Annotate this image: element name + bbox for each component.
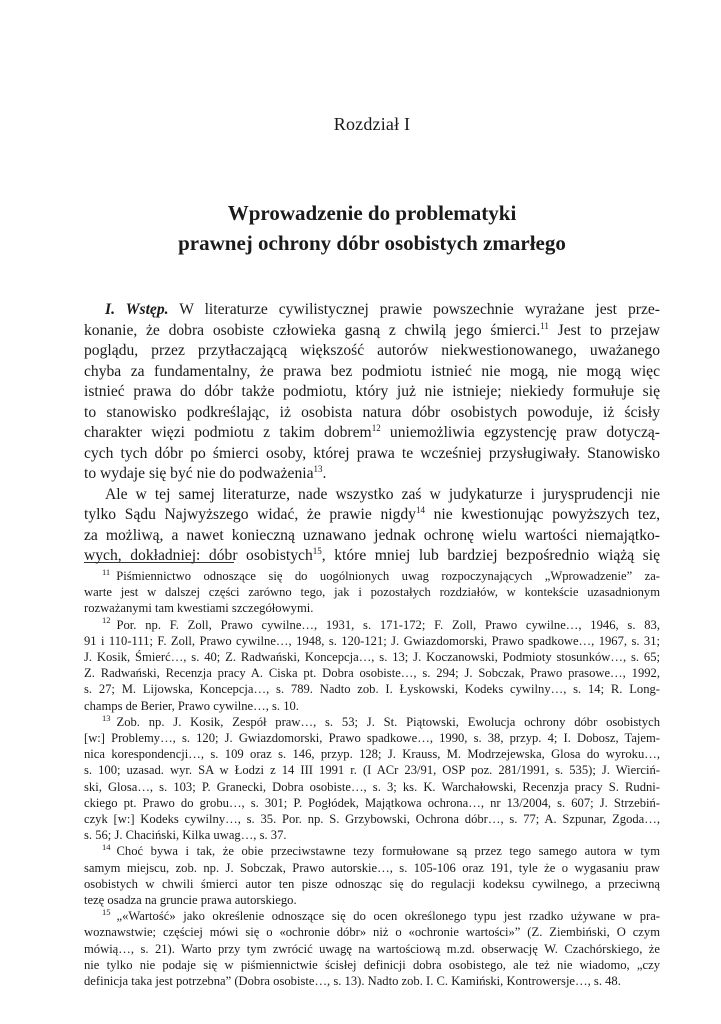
footnote-line [84,698,660,714]
footnote-line [84,860,660,876]
footnote-line [84,584,660,600]
footnote-11 [84,568,660,617]
footnote-text: rozważanymi tam kwestiami szczegółowymi. [84,601,314,616]
document-page [84,0,660,1024]
footnote-line [84,843,660,859]
footnote-ref: 13 [313,463,323,474]
footnote-text: nie tylko nie podaje się w piśmiennictwie ścisłej definicji dobra osobistego, ale też nie wiadomo, „czy [84,957,660,972]
footnote-text: mówią…, s. 21). Warto przy tym zwrócić uwagę na wartościową m.zd. obserwację W. Czachórskiego, że [84,941,660,956]
footnote-text: samym miejscu, zob. np. J. Sobczak, Prawo autorskie…, s. 105-106 oraz 191, tyle że o wygasaniu praw [84,860,660,875]
footnote-number: 11 [102,568,111,577]
footnote-number: 12 [102,616,111,626]
footnote-ref: 15 [312,545,322,556]
footnote-line [84,957,660,973]
body-line: wych, dokładniej: dóbr osobistych$^{15}$, które mniej lub bardziej bezpośrednio wiążą się [84,545,660,564]
body-line: to stanowisko podkreślając, iż osobista natura dóbr osobistych powoduje, iż ścisły [84,403,660,421]
footnote-line [84,827,660,843]
body-line: istnieć prawa do dóbr także podmiotu, który już nie istnieje; niekiedy formułuje się [84,383,660,400]
footnote-text: osobistych w chwili śmierci autor ten pisze odnosząc się do regulacji kodeksu cywilnego, a przeciwną [84,876,660,891]
footnote-text: czyk [w:] Kodeks cywilny…, s. 35. Por. np. S. Grzybowski, Ochrona dóbr…, s. 77; A. Szpunar, Zgoda…, [84,812,660,827]
body-text [84,300,660,567]
footnote-line [84,779,660,795]
body-line: tylko Sądu Najwyższego widać, że prawie nigdy$^{14}$ nie kwestionując powyższych tez, [84,504,660,523]
footnote-text: nica korespondencji…, s. 109 oraz s. 146, przyp. 128; J. Krauss, M. Modrzejewska, Glosa do wyroku…, [84,747,660,762]
chapter-title-line-2: prawnej ochrony dóbr osobistych zmarłego [178,231,566,255]
footnote-text: ckiego pt. Prawo do grobu…, s. 301; P. Pogłódek, Majątkowa ochrona…, nr 13/2004, s. 607; J. Strzebiń- [84,795,660,810]
body-line: to wydaje się być nie do podważenia$^{13}$. [84,463,327,482]
footnote-line [84,811,660,827]
chapter-title [84,198,660,258]
body-line: Ale w tej samej literaturze, nade wszystko zaś w judykaturze i jurysprudencji nie [105,485,660,503]
footnote-text: „«Wartość» jako określenie odnoszące się do ocen określonego typu jest rzadko używane w pra- [116,909,660,924]
footnote-text: woznawstwie; częściej mówi się o «ochronie dóbr» niż o «ochronie wartości»” (Z. Ziembiński, O czym [84,925,660,940]
footnote-line [84,762,660,778]
footnote-text: Piśmiennictwo odnoszące się do uogólnionych uwag rozpoczynających „Wprowadzenie” za- [116,569,660,583]
footnote-ref: 14 [415,504,425,515]
footnote-text: J. Kosik, Śmierć…, s. 40; Z. Radwański, Koncepcja…, s. 13; J. Koczanowski, Podmioty stosunków…, s. 65; [84,650,660,665]
footnote-12 [84,617,660,714]
body-line: za możliwą, a nawet konieczną uznawano jednak ochronę wielu wartości niemajątko- [84,526,660,544]
footnote-line [84,908,660,924]
footnote-ref: 11 [540,320,549,331]
footnote-13 [84,714,660,844]
footnote-line [84,600,660,616]
footnote-number: 15 [102,908,111,918]
footnote-line [84,973,660,989]
footnotes [84,568,660,989]
footnote-text: Por. np. F. Zoll, Prawo cywilne…, 1931, s. 171-172; F. Zoll, Prawo cywilne…, 1946, s. 83, [116,617,660,632]
footnote-line [84,746,660,762]
footnote-line [84,681,660,697]
footnote-text: 91 i 110-111; F. Zoll, Prawo cywilne…, 1948, s. 120-121; J. Gwiazdomorski, Prawo spadkowe…, 1967, s. 31; [84,633,660,648]
chapter-heading: Rozdział I [333,114,411,134]
footnote-line [84,665,660,681]
footnote-text: warte jest w dalszej części zarówno tego, jak i pozostałych rozdziałów, w kontekście uzasadnionym [84,585,660,600]
footnote-line [84,568,660,584]
footnote-line [84,941,660,957]
footnote-text: s. 27; M. Lijowska, Koncepcja…, s. 789. Nadto zob. I. Łyskowski, Kodeks cywilny…, s. 14; R. Long- [84,682,660,697]
footnote-text: ski, Glosa…, s. 103; P. Granecki, Dobra osobiste…, s. 3; ks. K. Warchałowski, Recenzja pracy S. Rudni- [84,779,660,794]
footnote-text: s. 100; uzasad. wyr. SA w Łodzi z 14 III 1991 r. (I ACr 23/91, OSP poz. 281/1991, s. 535); J. Wierciń- [84,763,660,778]
footnote-line [84,876,660,892]
footnote-line [84,795,660,811]
footnote-line [84,892,660,908]
footnote-text: s. 56; J. Chaciński, Kilka uwag…, s. 37. [84,828,287,843]
footnote-14 [84,843,660,908]
footnote-text: tezę osadza na gruncie prawa autorskiego. [84,893,297,908]
footnote-text: definicja taka jest potrzebna” (Dobra osobiste…, s. 13). Nadto zob. I. C. Kamiński, Kontrowersje…, s. 48. [84,974,621,989]
chapter-title-line-1: Wprowadzenie do problematyki [227,201,517,225]
footnote-line [84,730,660,746]
footnote-number: 14 [102,843,111,853]
footnote-text: Zob. np. J. Kosik, Zespół praw…, s. 53; J. St. Piątowski, Ewolucja ochrony dóbr osobistych [116,714,660,729]
body-line: cych tych dóbr po śmierci osoby, której prawa te wcześniej przysługiwały. Stanowisko [84,444,660,462]
footnote-text: champs de Berier, Prawo cywilne…, s. 10. [84,698,299,713]
footnote-line [84,924,660,940]
body-line: konanie, że dobra osobiste człowieka gasną z chwilą jego śmierci.$^{11}$ Jest to przejaw [84,320,660,339]
body-line: I. Wstęp. W literaturze cywilistycznej prawie powszechnie wyrażane jest prze- [105,301,660,318]
body-line: charakter więzi podmiotu z takim dobrem$^{12}$ uniemożliwia egzystencję praw dotyczą- [84,422,660,441]
footnote-text: Z. Radwański, Recenzja pracy A. Ciska pt. Dobra osobiste…, s. 294; J. Sobczak, Prawo prasowe…, 1992, [84,666,660,681]
body-line: poglądu, przez przytłaczającą większość autorów niekwestionowanego, uważanego [84,342,660,359]
footnote-line [84,633,660,649]
body-line: chyba za fundamentalny, że prawa bez podmiotu istnieć nie mogą, nie mogą więc [84,362,660,380]
footnote-text: Choć bywa i tak, że obie przeciwstawne tezy formułowane są przez tego samego autora w tym [116,844,660,859]
footnote-number: 13 [102,713,111,723]
footnote-line [84,649,660,665]
footnote-text: [w:] Problemy…, s. 120; J. Gwiazdomorski, Prawo spadkowe…, 1990, s. 38, przyp. 4; I. Dobosz, Tajem- [84,731,660,746]
footnote-15 [84,908,660,989]
footnote-separator [84,562,234,563]
footnote-ref: 12 [371,422,381,433]
footnote-line [84,714,660,730]
footnote-line [84,617,660,633]
section-heading: I. Wstęp. [105,301,169,318]
